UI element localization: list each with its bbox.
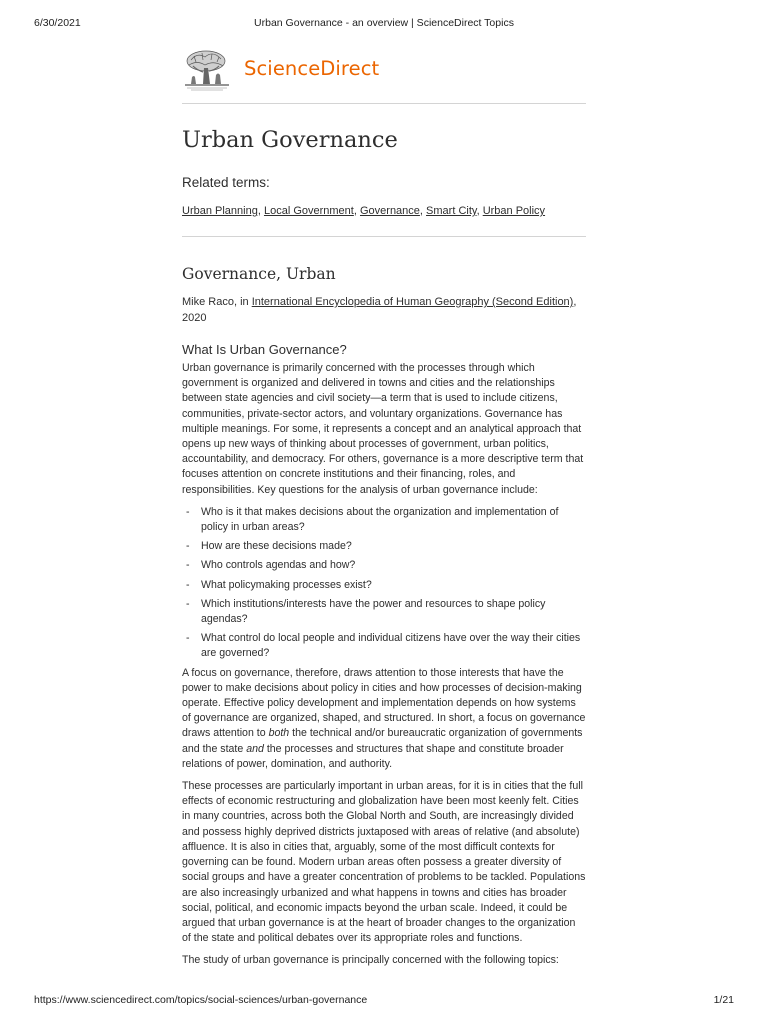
paragraph: The study of urban governance is principally concerned with the following topics: [182, 954, 559, 967]
source-citation [182, 295, 586, 326]
paragraph: These processes are particularly important in urban areas, for it is in cities that the full effects of economic restructuring and globalization have been most keenly felt. Cities in many countries, across both the Global North and South, are increasingly divided and possess highly deprived districts juxtaposed with areas of relative (and absolute) affluence. It is also in cities that, arguably, some of the most difficult contexts for governing can be found. Modern urban areas often possess a greater diversity of social groups and have a greater concentration of problems to be tackled. Populations are also increasingly urbanized and what happens in towns and cities has broader social, political, and economic impacts beyond the urban scale. Indeed, it could be argued that urban governance is at the heart of broader changes to the organization of the state and political debates over its appropriate roles and functions. [182, 780, 586, 945]
emphasis-text: both [268, 727, 290, 740]
related-terms-list [182, 204, 586, 219]
related-term-link[interactable]: Urban Planning [182, 205, 258, 217]
list-item [182, 578, 586, 593]
paragraph: Urban governance is primarily concerned with the processes through which government is organized and delivered in towns and cities and the relationships between state agencies and civil society—a term that is used to include citizens, communities, private-sector actors, and voluntary organizations. Governance has multiple meanings. For some, it represents a concept and an analytical approach that opens up new ways of thinking about processes of government, urban politics, accountability, and democracy. For others, governance is a more descriptive term that focuses attention on concrete institutions and their financing, roles, and responsibilities. Key questions for the analysis of urban governance include: [182, 362, 584, 496]
article-content [182, 44, 586, 969]
list-item [182, 558, 586, 573]
paragraph-text: the processes and structures that shape and constitute broader relations of power, domination, and authority. [182, 742, 564, 770]
related-term-separator: , [419, 205, 427, 217]
subheading: What Is Urban Governance? [182, 342, 347, 357]
print-footer [34, 994, 734, 1008]
print-date: 6/30/2021 [34, 17, 81, 29]
related-term-separator: , [257, 205, 264, 217]
divider [182, 103, 586, 104]
list-item-text: Which institutions/interests have the power and resources to shape policy agendas? [201, 597, 546, 626]
brand-name: ScienceDirect [244, 57, 380, 80]
list-item-text: What control do local people and individual citizens have over the way their cities are governed? [201, 632, 581, 660]
print-page-title: Urban Governance - an overview | ScienceDirect Topics [254, 17, 514, 29]
paragraph-text: A focus on governance, therefore, draws attention to those interests that have the power to make decisions about policy in cities and how processes of decision-making operate. Effective policy development and implementation depends on how systems of governance are organized, shaped, and structured. In short, a focus on governance draws attention to [182, 666, 586, 740]
dash-bullet-icon: - [186, 505, 190, 518]
dash-bullet-icon: - [186, 632, 190, 645]
print-page-number: 1/21 [713, 994, 734, 1006]
related-term-separator: , [353, 205, 360, 217]
dash-bullet-icon: - [186, 597, 190, 610]
related-term-separator: , [476, 205, 483, 217]
emphasis-text: and [246, 742, 264, 755]
list-item [182, 631, 586, 661]
related-term-link[interactable]: Urban Policy [482, 205, 546, 217]
brand-header[interactable] [182, 44, 586, 90]
list-item-text: How are these decisions made? [201, 540, 352, 553]
related-term-link[interactable]: Governance [359, 205, 420, 217]
related-term-link[interactable]: Smart City [426, 205, 477, 217]
list-item [182, 539, 586, 554]
author: Mike Raco, in [182, 296, 252, 308]
page-title: Urban Governance [182, 127, 398, 153]
related-term-link[interactable]: Local Government [263, 205, 354, 217]
print-header [34, 17, 734, 31]
list-item-text: Who controls agendas and how? [201, 559, 356, 572]
paragraph-text: the technical and/or bureaucratic organization of governments and the state [182, 727, 583, 755]
elsevier-tree-icon [182, 48, 232, 92]
paragraph [182, 666, 586, 772]
dash-bullet-icon: - [186, 578, 190, 591]
list-item [182, 597, 586, 627]
list-item [182, 505, 586, 535]
dash-bullet-icon: - [186, 559, 190, 572]
source-book-link[interactable]: International Encyclopedia of Human Geography (Second Edition) [251, 296, 574, 308]
related-terms-label: Related terms: [182, 175, 270, 190]
question-list [182, 505, 586, 662]
list-item-text: Who is it that makes decisions about the organization and implementation of policy in urban areas? [201, 505, 559, 534]
dash-bullet-icon: - [186, 540, 190, 553]
section-title: Governance, Urban [182, 265, 336, 283]
list-item-text: What policymaking processes exist? [201, 578, 372, 591]
print-url: https://www.sciencedirect.com/topics/social-sciences/urban-governance [34, 994, 368, 1006]
divider [182, 236, 586, 237]
source-year: , 2020 [182, 296, 577, 324]
